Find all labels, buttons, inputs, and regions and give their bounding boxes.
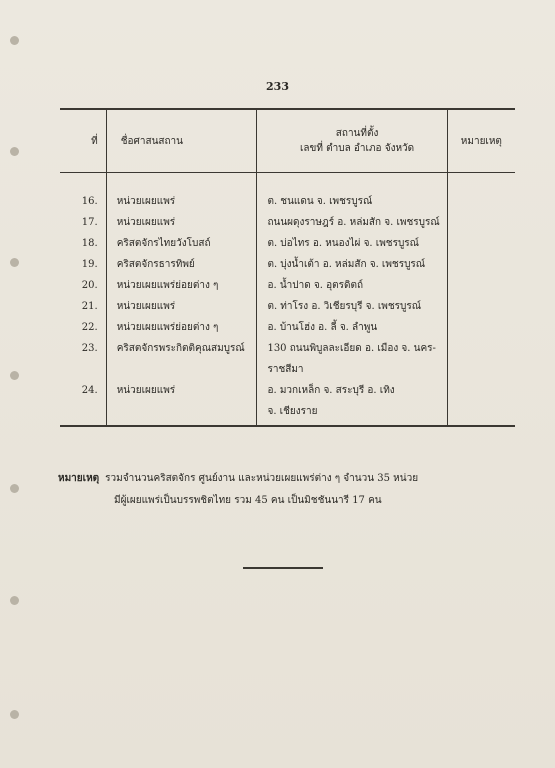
table-spacer-row — [60, 173, 515, 192]
footnote-label: หมายเหตุ — [58, 473, 100, 484]
header-location-title: สถานที่ตั้ง — [335, 128, 379, 139]
row-name: หน่วยเผยแพร่ — [106, 296, 257, 317]
row-remark — [447, 317, 515, 338]
footnote-text-1: รวมจำนวนคริสตจักร ศูนย์งาน และหน่วยเผยแพร่ต่าง ๆ จำนวน 35 หน่วย — [105, 473, 419, 484]
header-remark: หมายเหตุ — [447, 109, 515, 173]
table-row — [60, 380, 515, 401]
table-row — [60, 317, 515, 338]
header-name: ชื่อศาสนสถาน — [106, 109, 257, 173]
header-location — [257, 109, 447, 173]
row-location: ต. บุ่งน้ำเต้า อ. หล่มสัก จ. เพชรบูรณ์ — [257, 254, 447, 275]
row-location: อ. บ้านโฮ่ง อ. ลี้ จ. ลำพูน — [257, 317, 447, 338]
footnote-text-2: มีผู้เผยแพร่เป็นบรรพชิตไทย รวม 45 คน เป็นมิชชันนารี 17 คน — [114, 495, 382, 506]
binder-hole — [10, 371, 19, 380]
row-location: อ. น้ำปาด จ. อุตรดิตถ์ — [257, 275, 447, 296]
row-name: หน่วยเผยแพร่ย่อยต่าง ๆ — [106, 317, 257, 338]
footnote — [58, 468, 528, 512]
row-remark — [447, 296, 515, 317]
row-name: คริสตจักรไทยวังโบสถ์ — [106, 233, 257, 254]
row-remark — [447, 212, 515, 233]
row-name: หน่วยเผยแพร่ — [106, 212, 257, 233]
row-number: 23. — [81, 343, 98, 354]
row-number: 22. — [81, 322, 98, 333]
row-remark — [447, 338, 515, 359]
row-number: 16. — [81, 196, 98, 207]
row-number: 20. — [81, 280, 98, 291]
footnote-line-1 — [58, 468, 528, 490]
table-row — [60, 254, 515, 275]
binder-hole — [10, 147, 19, 156]
binder-hole — [10, 596, 19, 605]
table-row-continuation — [60, 401, 515, 426]
row-location: ต. ท่าโรง อ. วิเชียรบุรี จ. เพชรบูรณ์ — [257, 296, 447, 317]
table-row — [60, 233, 515, 254]
row-name: หน่วยเผยแพร่ย่อยต่าง ๆ — [106, 275, 257, 296]
binder-hole — [10, 484, 19, 493]
row-remark — [447, 254, 515, 275]
row-remark — [447, 233, 515, 254]
row-number: 18. — [81, 238, 98, 249]
table-row — [60, 191, 515, 212]
places-table — [60, 108, 515, 427]
row-location: 130 ถนนพิบูลละเอียด อ. เมือง จ. นคร- — [257, 338, 447, 359]
binder-hole — [10, 258, 19, 267]
row-location: ถนนผดุงราษฎร์ อ. หล่มสัก จ. เพชรบูรณ์ — [257, 212, 447, 233]
row-location: อ. มวกเหล็ก จ. สระบุรี อ. เทิง — [257, 380, 447, 401]
table-row — [60, 275, 515, 296]
table-row — [60, 338, 515, 359]
row-number: 17. — [81, 217, 98, 228]
header-no: ที่ — [60, 109, 106, 173]
row-remark — [447, 191, 515, 212]
row-number: 21. — [81, 301, 98, 312]
table-row — [60, 212, 515, 233]
row-name: คริสตจักรพระกิตติคุณสมบูรณ์ — [106, 338, 257, 359]
row-remark — [447, 275, 515, 296]
row-remark — [447, 380, 515, 401]
binder-hole — [10, 36, 19, 45]
table-header-row — [60, 109, 515, 173]
page-number: 233 — [266, 80, 289, 93]
row-name: หน่วยเผยแพร่ — [106, 191, 257, 212]
row-number: 19. — [81, 259, 98, 270]
row-location-continuation: จ. เชียงราย — [257, 401, 447, 426]
closing-rule — [243, 567, 323, 569]
row-name: หน่วยเผยแพร่ — [106, 380, 257, 401]
row-location-continuation: ราชสีมา — [257, 359, 447, 380]
table-row — [60, 296, 515, 317]
row-name: คริสตจักรธารทิพย์ — [106, 254, 257, 275]
row-location: ต. ชนแดน จ. เพชรบูรณ์ — [257, 191, 447, 212]
table-row-continuation — [60, 359, 515, 380]
row-number: 24. — [81, 385, 98, 396]
binder-hole — [10, 710, 19, 719]
header-location-detail: เลขที่ ตำบล อำเภอ จังหวัด — [299, 143, 415, 154]
row-location: ต. บ่อไทร อ. หนองไผ่ จ. เพชรบูรณ์ — [257, 233, 447, 254]
